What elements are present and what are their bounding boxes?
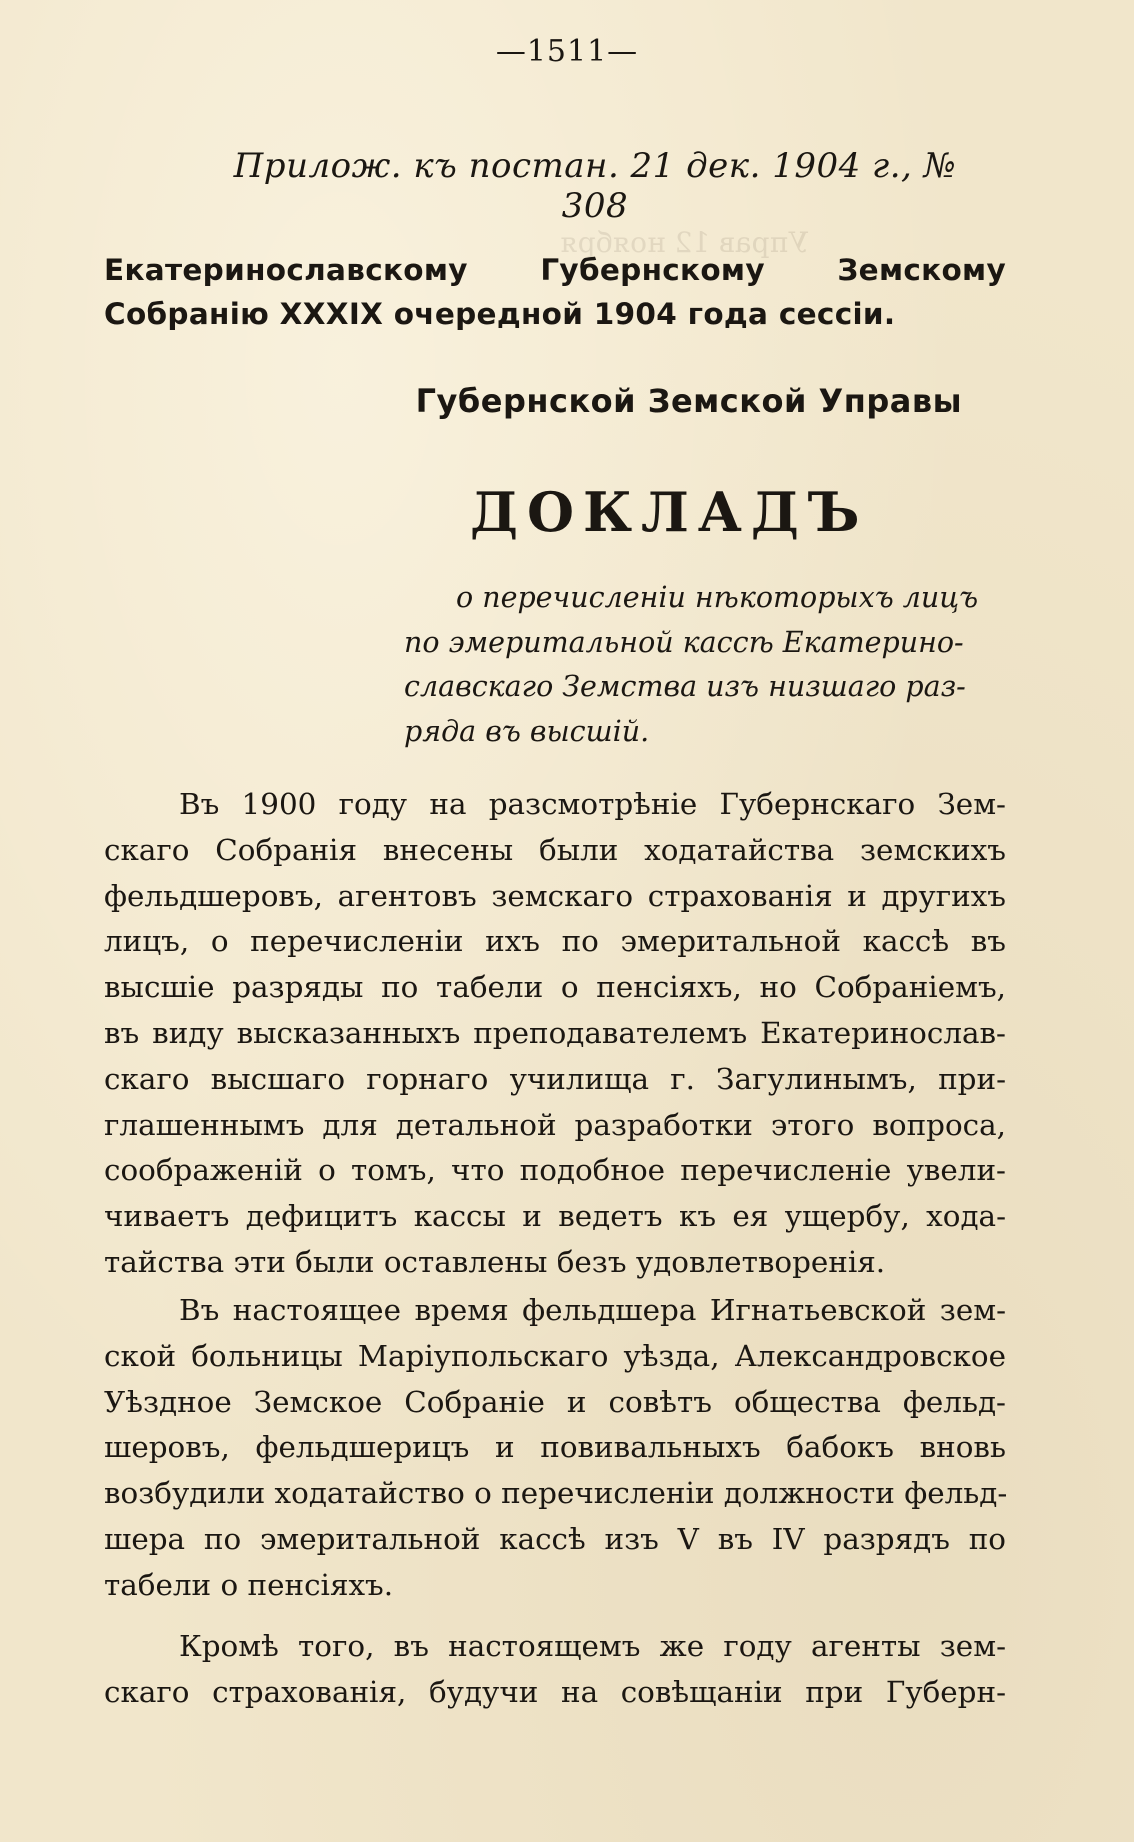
paragraph-1 (104, 782, 1006, 1286)
text-line: шеровъ, фельдшерицъ и повивальныхъ бабокъ вновь (104, 1430, 1006, 1465)
text-line: соображеній о томъ, что подобное перечисленіе увели- (104, 1153, 1006, 1188)
page-number: —1511— (495, 34, 639, 69)
text-line: возбудили ходатайство о перечисленіи должности фельд- (104, 1476, 1008, 1511)
attachment-note: Прилож. къ постан. 21 дек. 1904 г., № 308 (233, 146, 957, 226)
text-line: Въ 1900 году на разсмотрѣніе Губернскаго Зем- (179, 787, 1006, 821)
bleed-through-text: Управ 12 ноября (560, 226, 809, 259)
text-line: Уѣздное Земское Собраніе и совѣтъ общества фельд- (104, 1384, 1006, 1419)
paragraph-3 (104, 1624, 1006, 1716)
text-line: фельдшеровъ, агентовъ земскаго страхованія и другихъ (104, 878, 1006, 913)
report-source: Губернской Земской Управы (415, 382, 962, 420)
subject-line: ряда въ высшій. (404, 714, 650, 748)
subject-line: о перечисленіи нѣкоторыхъ лицъ (456, 581, 979, 614)
text-line: скаго Собранія внесены были ходатайства земскихъ (104, 832, 1006, 867)
text-line: ской больницы Маріупольскаго уѣзда, Александровское (104, 1338, 1006, 1373)
text-line: тайства эти были оставлены безъ удовлетворенія. (104, 1244, 886, 1279)
report-subject (404, 576, 1006, 754)
text-line: скаго страхованія, будучи на совѣщаніи при Губерн- (104, 1674, 1006, 1709)
text-line: высшіе разряды по табели о пенсіяхъ, но Собраніемъ, (104, 970, 1006, 1005)
text-line: чиваетъ дефицитъ кассы и ведетъ къ ея ущербу, хода- (104, 1199, 1006, 1234)
text-line: шера по эмеритальной кассѣ изъ V въ IV разрядъ по (104, 1521, 1006, 1556)
text-line: глашеннымъ для детальной разработки этого вопроса, (104, 1107, 1006, 1142)
text-line: лицъ, о перечисленіи ихъ по эмеритальной кассѣ въ (104, 924, 1006, 959)
subject-line: славскаго Земства изъ низшаго раз- (404, 670, 966, 703)
subject-line: по эмеритальной кассѣ Екатерино- (404, 625, 964, 659)
text-line: Въ настоящее время фельдшера Игнатьевской зем- (179, 1293, 1006, 1327)
text-line: Кромѣ того, въ настоящемъ же году агенты зем- (179, 1629, 1006, 1663)
addressee: Екатеринославскому Губернскому Земскому Собранію XXXIX очередной 1904 года сессіи. (104, 253, 1006, 331)
text-line: табели о пенсіяхъ. (104, 1567, 394, 1602)
paragraph-2 (104, 1288, 1006, 1609)
text-line: въ виду высказанныхъ преподавателемъ Екатеринослав- (104, 1015, 1006, 1050)
text-line: скаго высшаго горнаго училища г. Загулинымъ, при- (104, 1061, 1006, 1096)
document-title: ДОКЛАДЪ (470, 480, 869, 544)
